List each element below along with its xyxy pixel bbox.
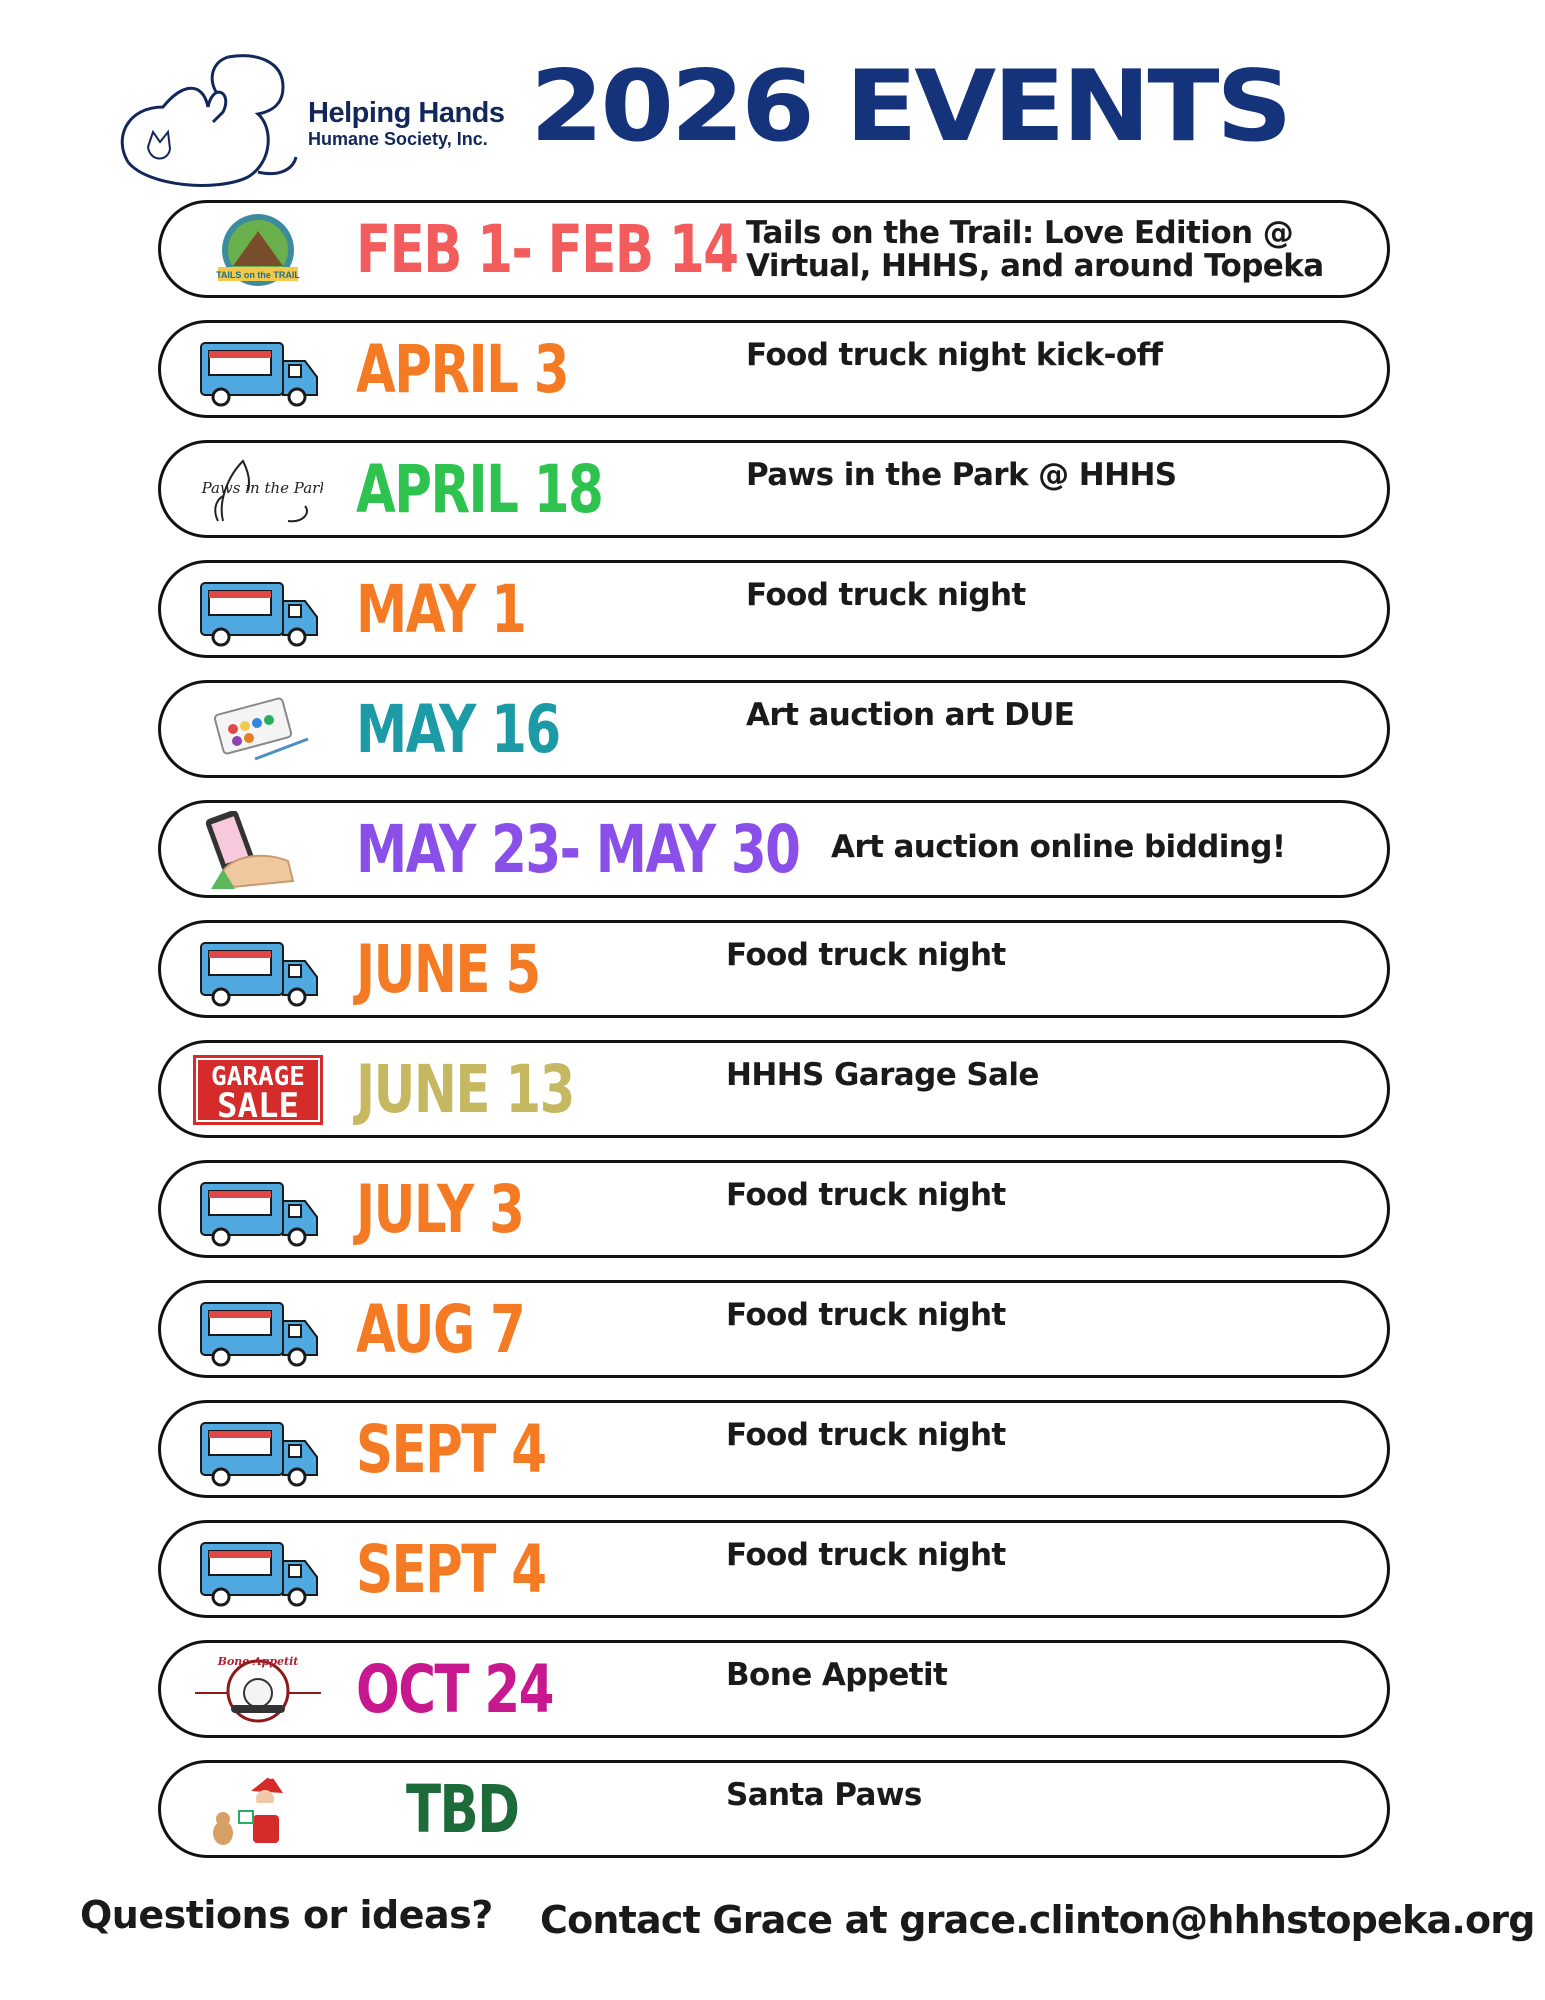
event-description-line: Food truck night [726, 937, 1006, 973]
event-description-line: Santa Paws [726, 1777, 922, 1813]
event-date: SEPT 4 [356, 1411, 546, 1488]
event-description-line: Art auction online bidding! [831, 829, 1286, 865]
event-description-line: Food truck night [726, 1297, 1006, 1333]
event-date: JUNE 13 [356, 1051, 574, 1128]
event-date: APRIL 3 [356, 331, 569, 408]
event-description [726, 1779, 922, 1812]
event-date: OCT 24 [356, 1651, 553, 1728]
svg-text:SALE: SALE [217, 1086, 299, 1126]
event-description-line: Paws in the Park @ HHHS [746, 457, 1177, 493]
event-description [726, 1179, 1006, 1212]
event-description-line: Art auction art DUE [746, 697, 1075, 733]
event-date: MAY 1 [356, 571, 526, 648]
food-truck-icon [193, 331, 323, 409]
food-truck-icon [193, 571, 323, 649]
event-row [158, 1520, 1390, 1618]
garage-sale-sign-icon [193, 1051, 323, 1129]
event-description [726, 1539, 1006, 1572]
page-title: 2026 EVENTS [530, 50, 1290, 164]
food-truck-icon [193, 1291, 323, 1369]
santa-with-dog-icon [193, 1771, 323, 1849]
event-row [158, 680, 1390, 778]
event-description-line: HHHS Garage Sale [726, 1057, 1039, 1093]
event-date: APRIL 18 [356, 451, 603, 528]
event-description [746, 699, 1074, 732]
event-description [746, 339, 1162, 372]
event-date: FEB 1- FEB 14 [356, 211, 738, 288]
org-logo [108, 52, 508, 192]
org-name: Helping Hands [308, 97, 505, 129]
svg-text:Paws in the Park: Paws in the Park [201, 479, 323, 497]
event-description-line: Tails on the Trail: Love Edition @ [746, 215, 1294, 251]
footer-question: Questions or ideas? [80, 1893, 493, 1937]
event-row [158, 560, 1390, 658]
event-row [158, 440, 1390, 538]
phone-in-hand-icon [193, 811, 323, 889]
event-description [746, 579, 1026, 612]
event-description [726, 1419, 1006, 1452]
trail-badge-icon [193, 211, 323, 289]
event-row [158, 320, 1390, 418]
dog-cat-outline-icon [108, 52, 308, 192]
event-description-line: Food truck night [746, 577, 1026, 613]
event-description-line: Bone Appetit [726, 1657, 948, 1693]
svg-text:GARAGE: GARAGE [211, 1062, 305, 1092]
event-description [746, 459, 1177, 492]
event-description-line: Virtual, HHHS, and around Topeka [746, 248, 1324, 284]
event-date: MAY 16 [356, 691, 560, 768]
event-description-line: Food truck night [726, 1417, 1006, 1453]
event-description-line: Food truck night [726, 1537, 1006, 1573]
event-date: TBD [406, 1771, 519, 1848]
event-row [158, 1040, 1390, 1138]
food-truck-icon [193, 1171, 323, 1249]
food-truck-icon [193, 1531, 323, 1609]
event-row [158, 920, 1390, 1018]
food-truck-icon [193, 931, 323, 1009]
event-description [831, 831, 1285, 864]
event-row [158, 1760, 1390, 1858]
event-description [726, 1059, 1039, 1092]
food-truck-icon [193, 1411, 323, 1489]
event-row [158, 1400, 1390, 1498]
event-date: JULY 3 [356, 1171, 524, 1248]
event-row [158, 800, 1390, 898]
event-date: SEPT 4 [356, 1531, 546, 1608]
paint-palette-icon [193, 691, 323, 769]
event-description [726, 1299, 1006, 1332]
event-description [726, 939, 1006, 972]
event-row [158, 1160, 1390, 1258]
bone-appetit-logo-icon [193, 1651, 323, 1729]
paws-in-the-park-icon [193, 451, 323, 529]
event-date: JUNE 5 [356, 931, 540, 1008]
event-row [158, 200, 1390, 298]
footer-contact: Contact Grace at grace.clinton@hhhstopeka.org [540, 1898, 1535, 1942]
event-description-line: Food truck night [726, 1177, 1006, 1213]
svg-text:Bone Appetit: Bone Appetit [217, 1655, 299, 1668]
event-description [746, 217, 1324, 283]
event-row [158, 1280, 1390, 1378]
event-date: MAY 23- MAY 30 [356, 811, 800, 888]
event-row [158, 1640, 1390, 1738]
event-description [726, 1659, 947, 1692]
svg-text:TAILS on the TRAIL: TAILS on the TRAIL [216, 270, 300, 280]
org-subtitle: Humane Society, Inc. [308, 129, 488, 149]
events-list [158, 200, 1390, 1880]
event-description-line: Food truck night kick-off [746, 337, 1163, 373]
event-date: AUG 7 [356, 1291, 525, 1368]
